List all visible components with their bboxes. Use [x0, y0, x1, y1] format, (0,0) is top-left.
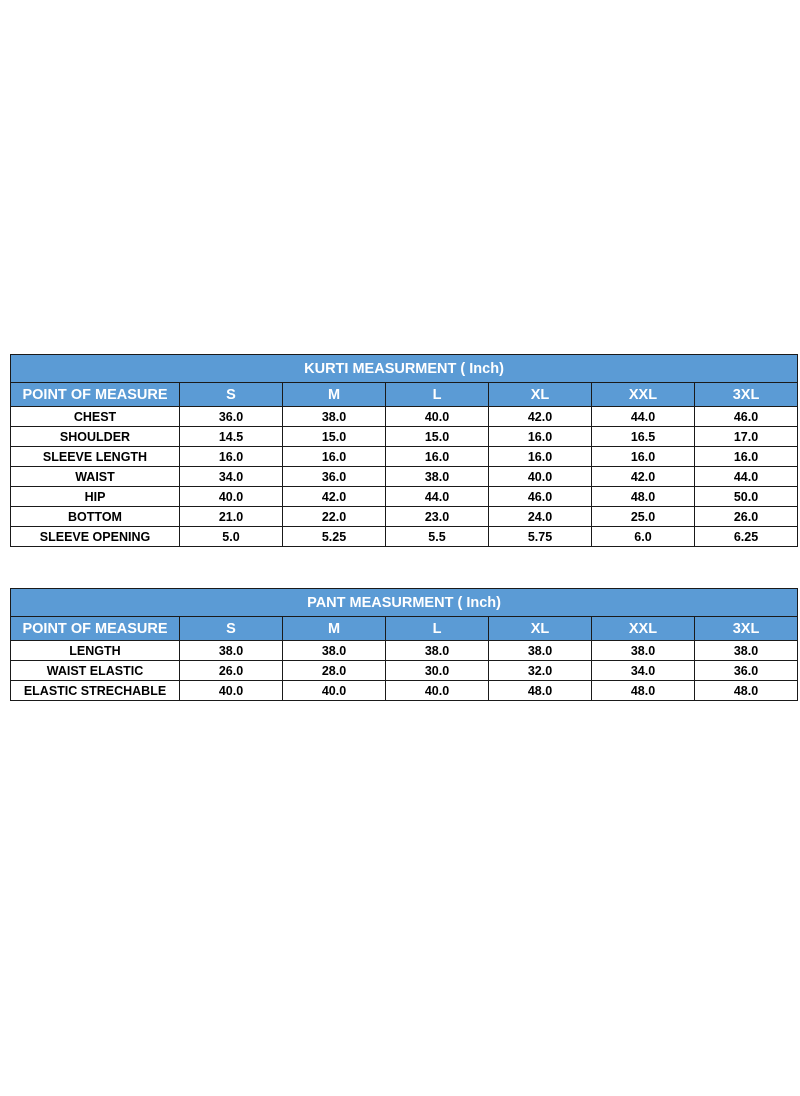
measurement-value-cell: 40.0: [180, 681, 283, 701]
table-title: KURTI MEASURMENT ( Inch): [11, 355, 798, 383]
measurement-value-cell: 40.0: [283, 681, 386, 701]
column-header-size: 3XL: [695, 383, 798, 407]
column-header-size: XL: [489, 617, 592, 641]
measurement-value-cell: 16.0: [489, 427, 592, 447]
column-header-size: L: [386, 617, 489, 641]
measurement-value-cell: 40.0: [386, 407, 489, 427]
measurement-value-cell: 38.0: [592, 641, 695, 661]
measurement-value-cell: 36.0: [283, 467, 386, 487]
measurement-value-cell: 36.0: [695, 661, 798, 681]
kurti-measurement-table: [10, 354, 798, 547]
measurement-value-cell: 38.0: [386, 467, 489, 487]
column-header-point-of-measure: POINT OF MEASURE: [11, 617, 180, 641]
measurement-value-cell: 48.0: [592, 681, 695, 701]
measure-name-cell: HIP: [11, 487, 180, 507]
measurement-value-cell: 21.0: [180, 507, 283, 527]
column-header-size: M: [283, 383, 386, 407]
measurement-value-cell: 16.0: [180, 447, 283, 467]
table-row: [11, 427, 798, 447]
table-row: [11, 447, 798, 467]
measurement-value-cell: 5.0: [180, 527, 283, 547]
column-header-size: L: [386, 383, 489, 407]
measurement-value-cell: 17.0: [695, 427, 798, 447]
measurement-value-cell: 6.0: [592, 527, 695, 547]
table-row: [11, 527, 798, 547]
measurement-value-cell: 48.0: [489, 681, 592, 701]
column-header-size: S: [180, 383, 283, 407]
measurement-value-cell: 38.0: [695, 641, 798, 661]
measurement-value-cell: 25.0: [592, 507, 695, 527]
measurement-value-cell: 38.0: [283, 407, 386, 427]
measurement-value-cell: 34.0: [180, 467, 283, 487]
measurement-value-cell: 32.0: [489, 661, 592, 681]
measurement-value-cell: 40.0: [489, 467, 592, 487]
measurement-value-cell: 44.0: [386, 487, 489, 507]
measurement-value-cell: 36.0: [180, 407, 283, 427]
measurement-value-cell: 5.25: [283, 527, 386, 547]
table-title-row: [11, 355, 798, 383]
measurement-value-cell: 16.5: [592, 427, 695, 447]
measurement-value-cell: 16.0: [386, 447, 489, 467]
column-header-size: M: [283, 617, 386, 641]
measurement-value-cell: 16.0: [489, 447, 592, 467]
column-header-row: [11, 383, 798, 407]
measurement-value-cell: 42.0: [489, 407, 592, 427]
measurement-value-cell: 15.0: [386, 427, 489, 447]
measurement-value-cell: 46.0: [695, 407, 798, 427]
measurement-value-cell: 42.0: [592, 467, 695, 487]
measure-name-cell: ELASTIC STRECHABLE: [11, 681, 180, 701]
table-row: [11, 681, 798, 701]
column-header-size: S: [180, 617, 283, 641]
column-header-point-of-measure: POINT OF MEASURE: [11, 383, 180, 407]
measurement-value-cell: 16.0: [592, 447, 695, 467]
measurement-value-cell: 16.0: [283, 447, 386, 467]
table-row: [11, 467, 798, 487]
measurement-value-cell: 5.75: [489, 527, 592, 547]
table-row: [11, 487, 798, 507]
pant-measurement-table: [10, 588, 798, 701]
measurement-value-cell: 44.0: [592, 407, 695, 427]
column-header-size: XL: [489, 383, 592, 407]
measurement-value-cell: 48.0: [695, 681, 798, 701]
measurement-value-cell: 30.0: [386, 661, 489, 681]
measurement-value-cell: 15.0: [283, 427, 386, 447]
measurement-value-cell: 50.0: [695, 487, 798, 507]
table-row: [11, 641, 798, 661]
measurement-value-cell: 6.25: [695, 527, 798, 547]
measurement-value-cell: 38.0: [489, 641, 592, 661]
measurement-value-cell: 26.0: [695, 507, 798, 527]
measurement-value-cell: 16.0: [695, 447, 798, 467]
measurement-value-cell: 38.0: [180, 641, 283, 661]
measurement-value-cell: 38.0: [386, 641, 489, 661]
table-row: [11, 507, 798, 527]
column-header-row: [11, 617, 798, 641]
measurement-value-cell: 26.0: [180, 661, 283, 681]
measure-name-cell: WAIST: [11, 467, 180, 487]
measurement-value-cell: 5.5: [386, 527, 489, 547]
measure-name-cell: SLEEVE LENGTH: [11, 447, 180, 467]
table-title: PANT MEASURMENT ( Inch): [11, 589, 798, 617]
measurement-value-cell: 38.0: [283, 641, 386, 661]
measurement-value-cell: 28.0: [283, 661, 386, 681]
measurement-value-cell: 24.0: [489, 507, 592, 527]
measurement-value-cell: 40.0: [386, 681, 489, 701]
measurement-value-cell: 23.0: [386, 507, 489, 527]
measurement-value-cell: 22.0: [283, 507, 386, 527]
measurement-value-cell: 42.0: [283, 487, 386, 507]
column-header-size: XXL: [592, 383, 695, 407]
measure-name-cell: CHEST: [11, 407, 180, 427]
measure-name-cell: BOTTOM: [11, 507, 180, 527]
measurement-value-cell: 48.0: [592, 487, 695, 507]
measurement-value-cell: 14.5: [180, 427, 283, 447]
measure-name-cell: SLEEVE OPENING: [11, 527, 180, 547]
measurement-value-cell: 40.0: [180, 487, 283, 507]
measurement-value-cell: 34.0: [592, 661, 695, 681]
column-header-size: 3XL: [695, 617, 798, 641]
table-row: [11, 407, 798, 427]
table-row: [11, 661, 798, 681]
measurement-value-cell: 44.0: [695, 467, 798, 487]
measure-name-cell: SHOULDER: [11, 427, 180, 447]
measurement-value-cell: 46.0: [489, 487, 592, 507]
table-title-row: [11, 589, 798, 617]
column-header-size: XXL: [592, 617, 695, 641]
measure-name-cell: LENGTH: [11, 641, 180, 661]
measure-name-cell: WAIST ELASTIC: [11, 661, 180, 681]
